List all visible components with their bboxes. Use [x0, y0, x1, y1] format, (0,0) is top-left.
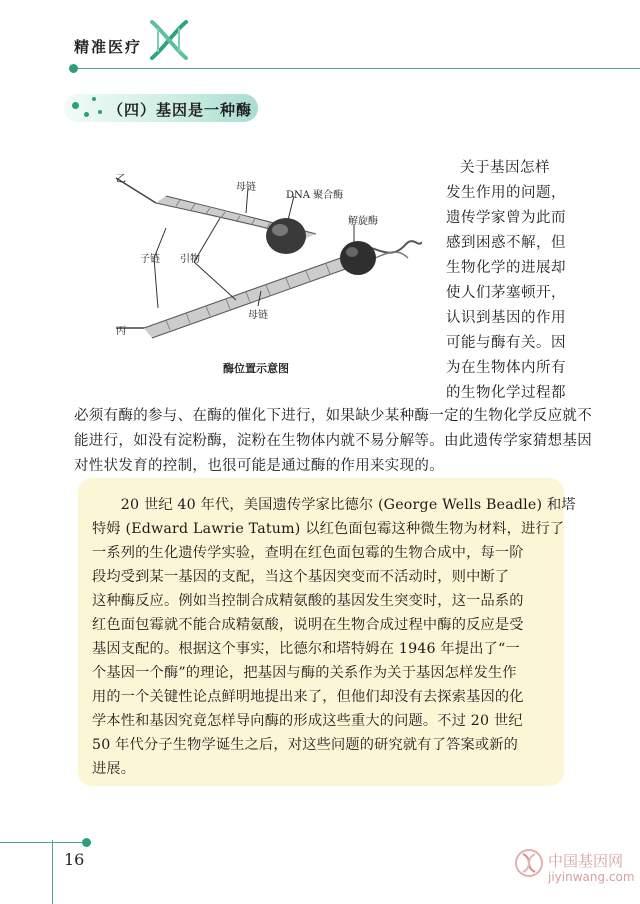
dna-polymerase-shape	[266, 218, 306, 254]
text-line: 20 世纪 40 年代，美国遗传学家比德尔 (George Wells Beadle) 和塔	[92, 497, 576, 513]
decor-dot	[92, 97, 96, 101]
watermark-site-url: jiyinwang.com	[548, 870, 635, 884]
dna-helix-icon	[146, 18, 192, 62]
text-line: 认识到基因的作用	[446, 310, 566, 326]
text-line: 特姆 (Edward Lawrie Tatum) 以红色面包霉这种微生物为材料，进行了	[92, 521, 565, 537]
text-line: 能进行，如没有淀粉酶，淀粉在生物体内就不易分解等。由此遗传学家猜想基因	[74, 433, 592, 449]
text-line: 学本性和基因究竟怎样导向酶的形成这些重大的问题。不过 20 世纪	[92, 713, 523, 729]
text-line: 这种酶反应。例如当控制合成精氨酸的基因发生突变时，这一品系的	[92, 593, 524, 609]
footer-divider-vertical	[52, 840, 53, 904]
text-line: 使人们茅塞顿开，	[446, 285, 566, 301]
figure-label-dna-polymerase: DNA 聚合酶	[286, 190, 344, 201]
figure-label-primer: 引物	[180, 254, 200, 265]
figure-label-bing: 丙	[116, 326, 126, 337]
enzyme-position-diagram	[96, 158, 422, 378]
figure-label-helicase: 解旋酶	[348, 216, 378, 227]
text-line: 段均受到某一基因的支配，当这个基因突变而不活动时，则中断了	[92, 569, 510, 585]
header-divider	[74, 68, 640, 69]
text-line: 进展。	[92, 761, 136, 777]
footer-divider	[0, 842, 82, 843]
helicase-shape	[340, 241, 376, 275]
figure-caption: 酶位置示意图	[223, 362, 289, 375]
header-divider-dot	[69, 64, 78, 73]
watermark-site-name: 中国基因网	[548, 852, 624, 870]
figure-label-parent-strand-bottom: 母链	[248, 310, 268, 321]
figure-label-parent-strand-top: 母链	[236, 182, 256, 193]
text-line: 用的一个关键性论点鲜明地提出来了，但他们却没有去探索基因的化	[92, 689, 524, 705]
decor-dot	[72, 102, 79, 109]
lower-dna-strand	[144, 256, 354, 338]
text-line: 感到困惑不解，但	[446, 235, 566, 251]
figure-label-daughter-strand: 子链	[140, 254, 160, 265]
decor-dot	[98, 110, 102, 114]
text-line: 发生作用的问题，	[446, 185, 566, 201]
figure-label-yi: 乙	[116, 174, 126, 185]
text-line: 必须有酶的参与、在酶的催化下进行，如果缺少某种酶一定的生物化学反应就不	[74, 408, 592, 424]
text-line: 可能与酶有关。因	[446, 335, 566, 351]
decor-dot	[84, 112, 89, 117]
text-line: 红色面包霉就不能合成精氨酸，说明在生物合成过程中酶的反应是受	[92, 617, 524, 633]
text-line: 生物化学的进展却	[446, 260, 566, 276]
page-number: 16	[64, 850, 85, 869]
text-line: 遗传学家曾为此而	[446, 210, 566, 226]
footer-divider-dot	[82, 838, 91, 847]
text-line: 为在生物体内所有	[446, 360, 566, 376]
text-line: 50 年代分子生物学诞生之后，对这些问题的研究就有了答案或新的	[92, 737, 519, 753]
text-line: 关于基因怎样	[460, 160, 550, 176]
text-line: 基因支配的。根据这个事实，比德尔和塔特姆在 1946 年提出了“一	[92, 641, 520, 657]
text-line: 个基因一个酶”的理论，把基因与酶的关系作为关于基因怎样发生作	[92, 665, 517, 681]
watermark-dna-logo-icon	[514, 848, 544, 878]
page-header	[0, 0, 640, 80]
section-title: （四）基因是一种酶	[108, 101, 253, 119]
header-title: 精准医疗	[74, 38, 143, 56]
text-line: 对性状发育的控制，也很可能是通过酶的作用来实现的。	[74, 458, 444, 474]
text-line: 的生物化学过程都	[446, 385, 566, 401]
text-line: 一系列的生化遗传学实验，查明在红色面包霉的生物合成中，每一阶	[92, 545, 524, 561]
